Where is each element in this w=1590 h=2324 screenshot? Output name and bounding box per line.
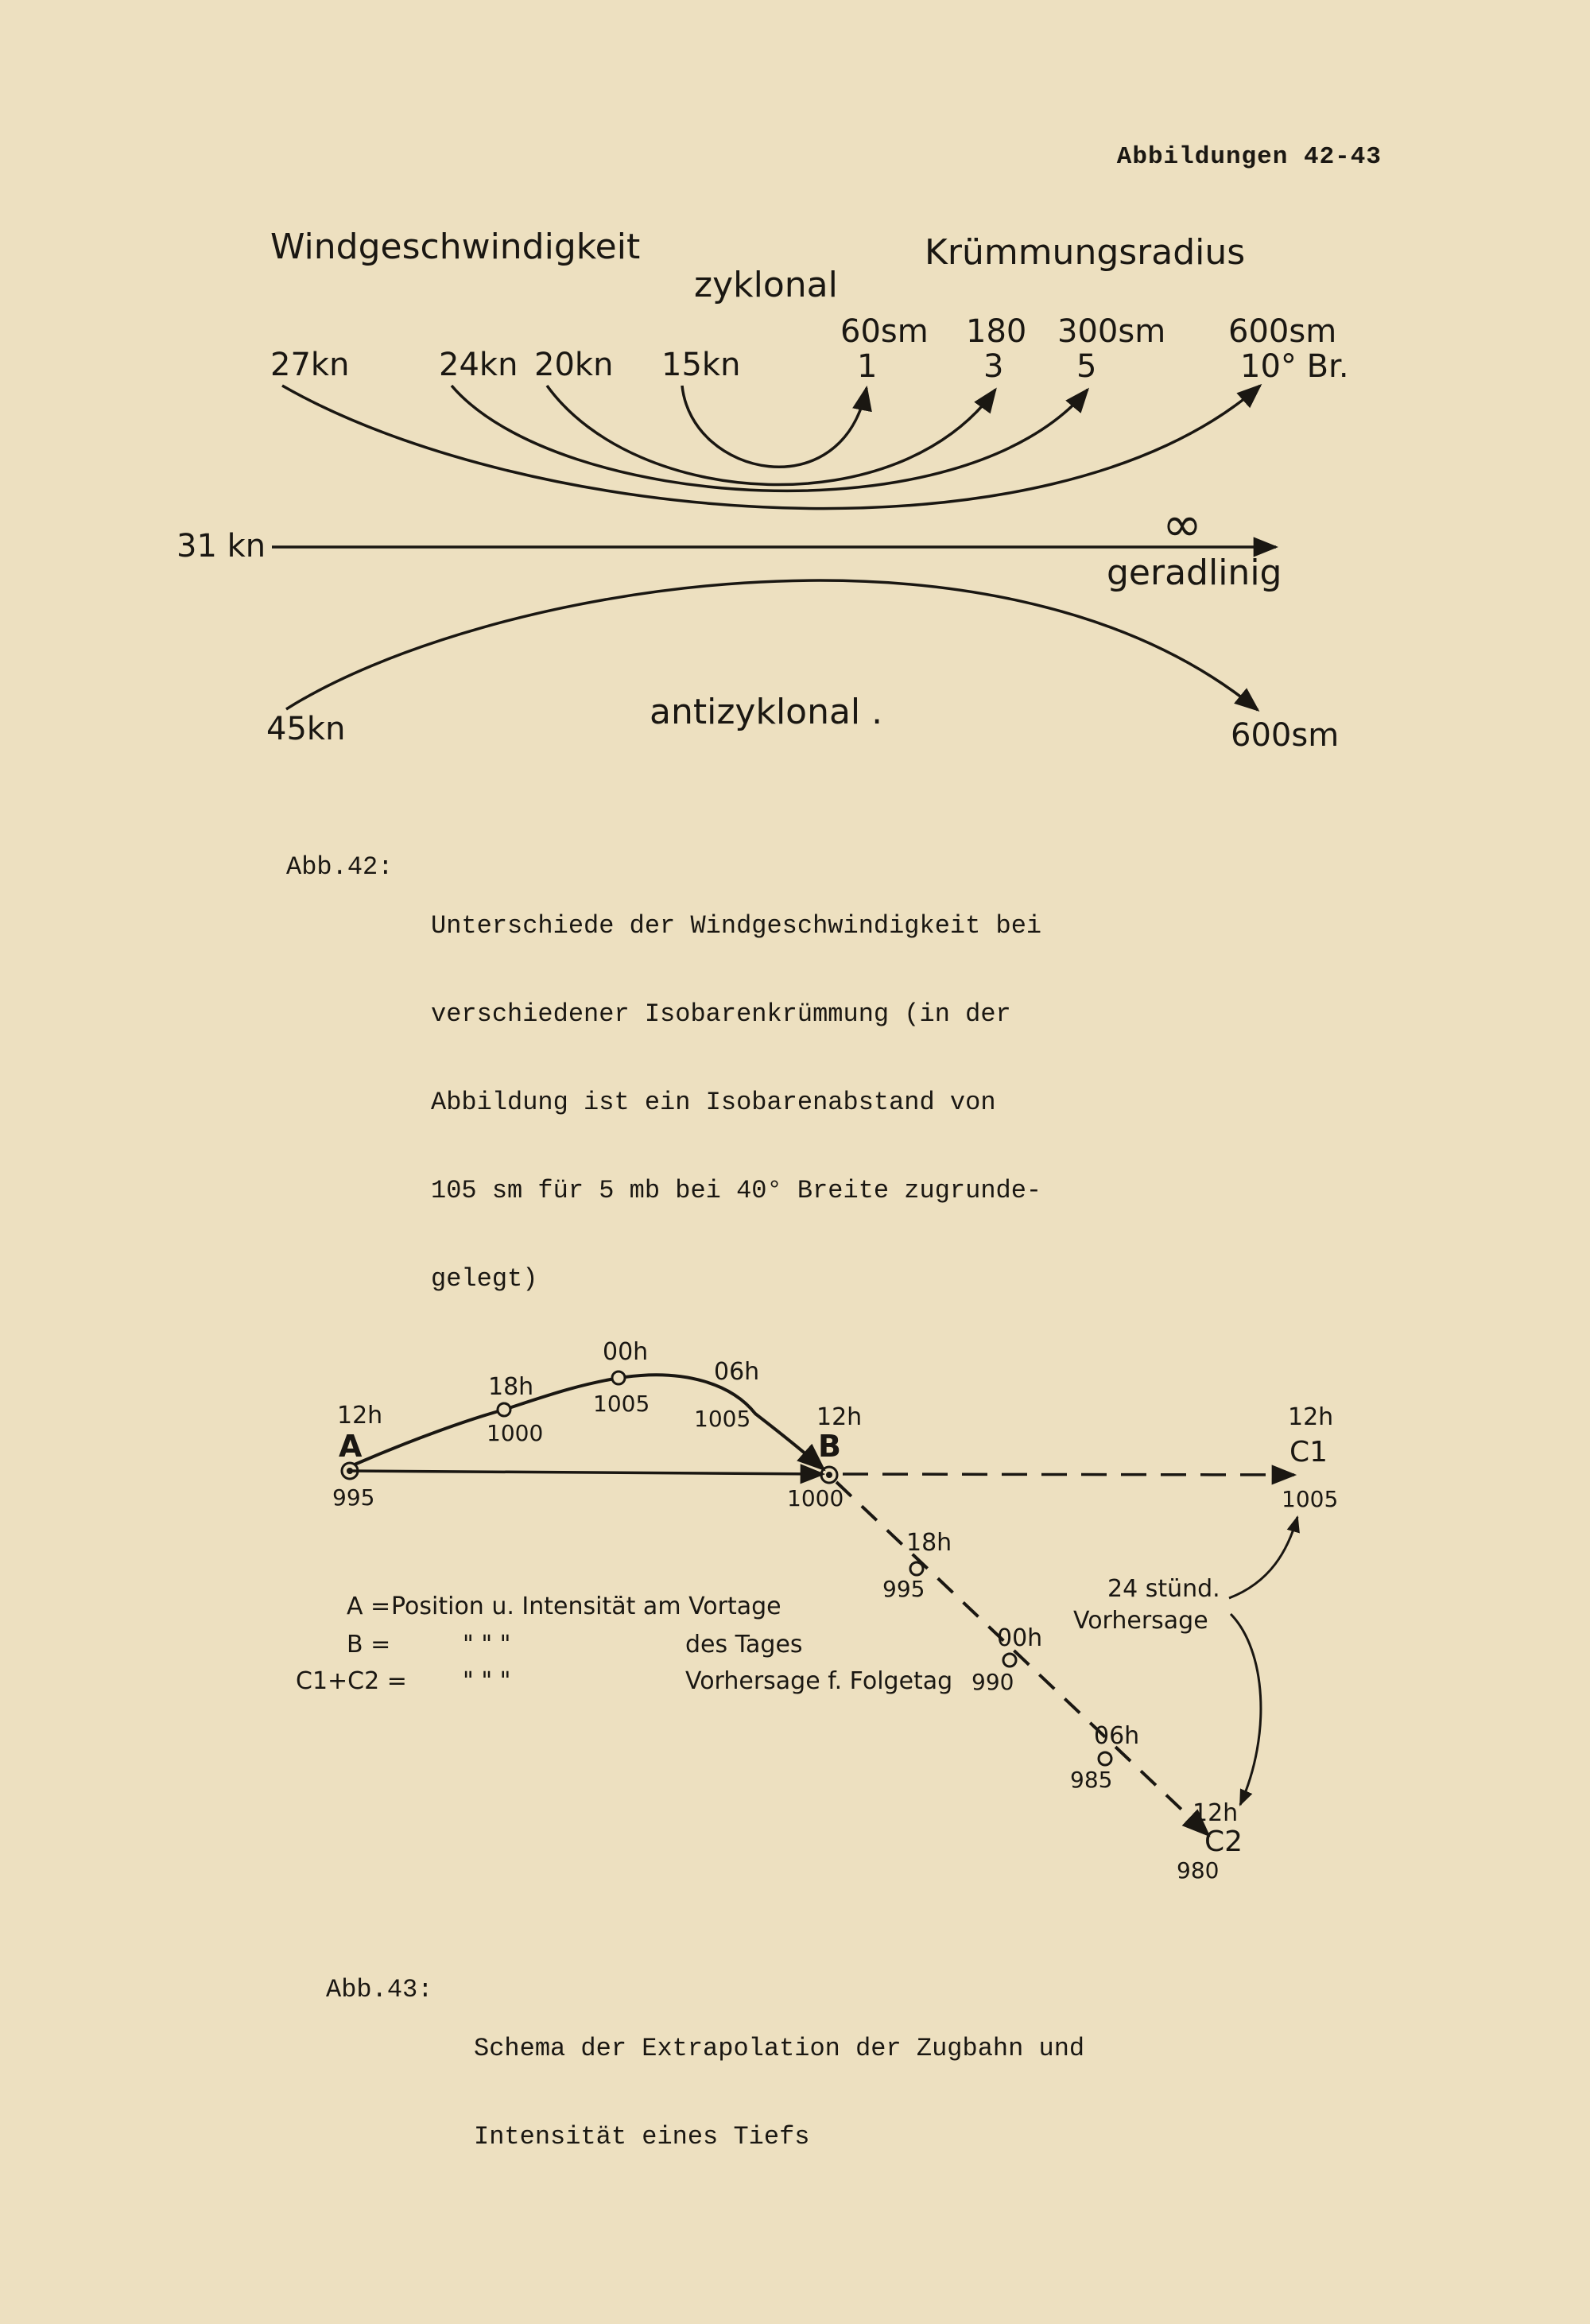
caption-42-line: gelegt) <box>431 1264 538 1294</box>
c2-label: C2 <box>1204 1825 1243 1858</box>
caption-43-line: Intensität eines Tiefs <box>474 2122 810 2151</box>
radius-600sm-anticyclonal: 600sm <box>1231 717 1340 754</box>
legend-b-ditto: " " " <box>463 1631 511 1659</box>
a-time: 12h <box>337 1402 383 1430</box>
speed-31kn: 31 kn <box>176 528 266 565</box>
legend-a-key: A = <box>347 1593 391 1620</box>
heading-kruemmungsradius: Krümmungsradius <box>925 232 1246 273</box>
a-label: A <box>339 1429 363 1464</box>
label-zyklonal: zyklonal <box>694 265 838 305</box>
p00-pressure: 1005 <box>593 1391 650 1417</box>
forecast-arrow-c1 <box>1229 1517 1297 1598</box>
track-a-b-curved <box>355 1375 824 1469</box>
q06-pressure: 985 <box>1070 1767 1113 1793</box>
caption-42-line: 105 sm für 5 mb bei 40° Breite zugrunde- <box>431 1176 1042 1205</box>
q00-time: 00h <box>997 1624 1043 1652</box>
b-pressure: 1000 <box>787 1485 844 1511</box>
degree-10-br: 10° Br. <box>1240 348 1349 385</box>
p18-time: 18h <box>488 1373 534 1401</box>
p18-pressure: 1000 <box>487 1420 544 1446</box>
q18-time: 18h <box>906 1529 952 1557</box>
radius-180: 180 <box>966 313 1027 350</box>
p00-time: 00h <box>603 1338 649 1366</box>
speed-24kn: 24kn <box>439 347 518 383</box>
p06-pressure: 1005 <box>694 1406 751 1432</box>
caption-42-line: verschiedener Isobarenkrümmung (in der <box>431 999 1011 1029</box>
marker-00h <box>612 1372 625 1384</box>
q18-pressure: 995 <box>882 1576 925 1602</box>
degree-1: 1 <box>857 348 878 385</box>
track-a-b-straight <box>350 1471 823 1474</box>
radius-300sm: 300sm <box>1057 313 1166 350</box>
marker-18h <box>498 1403 510 1416</box>
c1-pressure: 1005 <box>1282 1486 1339 1512</box>
track-b-c2-forecast <box>836 1482 1208 1835</box>
c1-time: 12h <box>1288 1403 1334 1431</box>
c2-pressure: 980 <box>1177 1857 1220 1884</box>
legend-a-text: Position u. Intensität am Vortage <box>391 1593 781 1620</box>
forecast-label-line1: 24 stünd. <box>1107 1575 1220 1603</box>
speed-27kn: 27kn <box>270 347 350 383</box>
c2-time: 12h <box>1192 1799 1239 1827</box>
caption-42-line: Unterschiede der Windgeschwindigkeit bei <box>431 911 1042 941</box>
degree-3: 3 <box>983 348 1004 385</box>
caption-figure-43 <box>326 1916 1085 2151</box>
marker-forecast-00h <box>1003 1654 1016 1666</box>
caption-42-line: Abbildung ist ein Isobarenabstand von <box>431 1088 996 1117</box>
legend-c-key: C1+C2 = <box>296 1667 407 1695</box>
p06-time: 06h <box>714 1358 760 1386</box>
caption-43-line: Schema der Extrapolation der Zugbahn und <box>474 2034 1085 2063</box>
legend-c-ditto: " " " <box>463 1667 511 1695</box>
speed-45kn: 45kn <box>266 711 346 747</box>
infinity-symbol: ∞ <box>1162 497 1202 553</box>
speed-15kn: 15kn <box>661 347 741 383</box>
q00-pressure: 990 <box>971 1669 1014 1695</box>
legend-b-key: B = <box>347 1631 391 1659</box>
label-antizyklonal: antizyklonal . <box>650 692 883 732</box>
marker-b <box>821 1467 837 1483</box>
label-geradlinig: geradlinig <box>1107 553 1282 593</box>
heading-windgeschwindigkeit: Windgeschwindigkeit <box>270 227 641 267</box>
radius-600sm: 600sm <box>1228 313 1337 350</box>
legend-c-text: Vorhersage f. Folgetag <box>685 1667 953 1695</box>
caption-43-label: Abb.43: <box>326 1975 433 2004</box>
page-header: Abbildungen 42-43 <box>1116 143 1382 171</box>
forecast-arrow-c2 <box>1231 1614 1261 1805</box>
legend-b-text: des Tages <box>685 1631 803 1659</box>
radius-60sm: 60sm <box>840 313 929 350</box>
track-b-c1-forecast <box>843 1474 1294 1475</box>
c1-label: C1 <box>1289 1436 1328 1469</box>
marker-forecast-06h <box>1099 1752 1111 1765</box>
a-pressure: 995 <box>332 1484 375 1511</box>
forecast-label-line2: Vorhersage <box>1073 1607 1208 1635</box>
degree-5: 5 <box>1076 348 1097 385</box>
marker-06h <box>910 1562 923 1575</box>
b-label: B <box>818 1429 841 1464</box>
caption-42-label: Abb.42: <box>286 852 394 882</box>
b-time: 12h <box>816 1403 863 1431</box>
q06-time: 06h <box>1094 1722 1140 1750</box>
speed-20kn: 20kn <box>534 347 614 383</box>
